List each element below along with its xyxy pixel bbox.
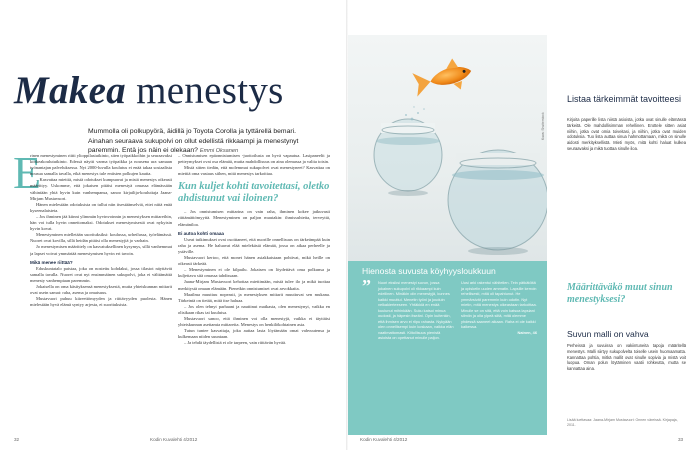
headline-italic: Makea (14, 69, 126, 112)
reading-credit: Lisää luettavaa: Jaana-Mirjam Mustavuori: Onnen väreissä. Kirjapaja, 2011. (567, 418, 678, 427)
column-text-2-body: Perheissä ja suvuissa on vakiintuneita tapoja määritellä menestys. Malli siirtyy sukupolvelta toiselle usein huomaamatta. Kannattaa pohtia, mitkä mallit ovat sinulle sopivia ja mistä voit luopua. Oman polun löytäminen vaatii rohkeutta, mutta se kannattaa aina. (567, 343, 686, 372)
subheading: Mikä menee riittää? (30, 259, 73, 265)
column-title-2: Suvun malli on vahva (567, 329, 649, 339)
photo-credit: Kuva: Shutterstock (541, 112, 545, 140)
body-paragraph: Mistä sitten tiedän, että molemmat sukupolvet ovat menestyneet? Kasvattaa on miettiä oma vastaus siihen, mitä menestys tarkoittaa. (178, 165, 330, 177)
sidebar-text-1: Nuori eksiksi menestyi suvun, jossa jokainen sukupolvi oli rikkaampi kuin edellinen. Minäkin olin menestyjä, kunnes kaikki muuttui. Menetin työni ja jouduin velkakierteeseen. Yhtäkkiä en enää kuulunut mihinkään. Suku katsoi minua oudosti, ja häpesin itseäni. Opin kuitenkin, että ihmisen arvo ei riipu rahasta. Nykyään olen onnellisempi kuin koskaan, vaikka elän vaatimattomasti. Kiitollisuus pienistä asioista on opettanut minulle paljon. (378, 280, 454, 340)
column-text-1-body: Kirjoita paperille lista niistä asioista, jotka ovat sinulle elämässä tärkeitä. Ole mahdollisimman rehellinen. Erottele sitten asiat niihin, jotka ovat omia toiveitasi, ja niihin, jotka ovat muiden odotuksia. Tuo lista auttaa sinua hahmottamaan, mikä on sinulle aidosti merkityksellistä. Mieti myös, mitä kohti haluat kulkea seuraavaksi ja mikä tuottaa sinulle iloa. (567, 117, 686, 151)
body-column-1 (30, 153, 172, 431)
subheading: Ei autoa kohti omaaa (178, 230, 224, 236)
sidebar-signature: Nainen, 46 (517, 329, 537, 335)
byline: Emmi Oksanen (199, 148, 239, 155)
body-paragraph: – Ja tehdä täydellistä ei ole tarpeen, vain riittävän hyvää. (184, 340, 287, 346)
body-paragraph: – Menestyminen ei ole kilpailu. Jokaisen on löydettävä oma polkunsa ja kuljettava sitä omassa tahdissaan. (178, 267, 330, 279)
lead-text: Mummolla oli polkupyörä, äidillä jo Toyota Corolla ja tyttärellä bemari. Ainahan seuraava sukupolvi on ollut edellistä rikkaampi ja menestynyt paremmin. Entä jos näin ei olekaan? (88, 128, 299, 155)
body-paragraph: Jaana-Mirjam Mustavuori kehottaa miettimään, mistä tulee ilo ja mikä tuottaa merkitystä omaan elämään. Pienetkin onnistumiset ovat arvokkaita. (178, 279, 330, 291)
headline-regular: menestys (136, 69, 284, 112)
body-paragraph: – Kasvattaa miettiä, mistä odotukset kumpuavat ja mistä menestys oikeasti määrittyy. Uskomme, että jokaisen pitäisi menestyä omassa elämässään vähintään yhtä hyvin kuin vanhempansa, sanoo kirjailija-kouluttaja Jaana-Mirjam Mustavuori. (30, 177, 172, 201)
body-paragraph: – Jos ihminen jää kiinni ylimmän hyvinvoinnin ja menestyksen mittareihin, hän voi tulla hyvin onnettomaksi. Odotukset menestymisestä ovat nykyisin hyvin kovat. (30, 213, 172, 232)
body-paragraph: – Jos olen tehnyt parhaani ja nauttinut matkasta, olen menestynyt, vaikka en olisikaan rikas tai kuuluisa. (178, 303, 330, 315)
body-paragraph: Maailma muuttuu nopeasti, ja menestyksen mittarit muuttuvat sen mukana. Tärkeintä on tietää, mitä itse haluaa. (178, 291, 330, 303)
body-column-2 (178, 153, 330, 431)
column-text-2 (567, 343, 686, 372)
body-paragraph: rinen menestyminen riitti ylioppilastutkinto, siten työpaikkoihin ja seuraavaksi korkeakoulututkinto. Edessä näytti varma työpaikka ja nousева ura samaan työnantajan palveluksessa. Nyt 2000-luvulla koulutus ei enää takaa sosiaalista nousua samalla tavalla, eikä menestys tule entisten polkujen kautta. (30, 153, 172, 177)
folio-left: 32 (14, 437, 20, 442)
right-pullquote: Määrittäväkö muut sinun menestyksesi? (567, 282, 673, 305)
goldfish-photo (348, 35, 547, 261)
folio-right: 33 (678, 437, 684, 442)
body-paragraph: Mustavuori sanoo, että ihminen voi olla menestyjä, vaikka ei täyttäisi yhteiskunnan asettamia mittareita. Menestys on henkilökohtainen asia. (178, 315, 330, 328)
body-paragraph: Eduskuntatalo paistaa, joka on nostettu kohdaksi, jossa tilastot näyttävät samalla tavalla. Nuoret ovat nyt ensimmäinen sukupolvi, joka ei välttämättä menesty vanhempiaan paremmin. (30, 265, 172, 283)
sidebar-box (348, 261, 547, 435)
column-text-1 (567, 117, 686, 152)
sidebar-column-1 (378, 280, 454, 341)
article-headline (14, 68, 284, 113)
body-paragraph: – Onnistumisen epäonnistumisen -juottoilusta on hyvä vapautua. Lasipaneelit ja petteymykset ovat osa elämää, mutta mahdollisuus on aina olemassa ja valita toisin. (178, 153, 330, 165)
body-paragraph: Useat tutkimukset ovat osoittaneet, että nuorille onnellisuus on tärkeämpää kuin raha ja asema. He haluavat elää mielekästä elämää, jossa on aikaa perheelle ja ystäville. (178, 236, 330, 254)
body-paragraph: Jo menestymisen määrittely on kasvatuksellinen kysymys, sillä vanhemmat ja lapset voivat ymmärtää menestymisen hyvin eri tavoin. (30, 244, 172, 256)
pull-quote: Kun kuljet kohti tavoitettasi, oletko ahdistunut vai iloinen? (178, 181, 330, 205)
body-paragraph: Jokaisella on oma käsityksensä menestyksestä, mutta yhteiskunnan mittarit ovat usein samat: raha, asema ja omaisuus. (30, 283, 172, 296)
body-paragraph: Tutun tuntee kasvattaja, joka auttaa lasta löytämään omat vahvuutensa ja kulkemaan niiden suuntaan. (178, 328, 330, 340)
goldfish-illustration (348, 35, 547, 261)
quote-mark-icon: ” (362, 276, 371, 296)
body-paragraph: Menestyminen mielletään suorituksiksi: koulussa, urheilussa, työelämässä. Nuoret ovat kovilla, sillä heidän pitäisi olla menestyjiä jo varhain. (30, 232, 172, 244)
sidebar-column-2 (461, 280, 537, 335)
body-paragraph: Mustavuori puhuu kiireettömyyden ja riittävyyden puolesta. Hänen mielestään hyvä elämä syntyy arjesta, ei suorituksista. (30, 296, 172, 308)
folio-left-magazine: Kodin Kuvalehti 4/2012 (150, 437, 198, 442)
folio-right-magazine: Kodin Kuvalehti 4/2012 (360, 437, 408, 442)
body-paragraph: Hänen mielestään odotuksista on tullut niin itsestäänselviä, ettei niitä enää kyseenalaisteta. (30, 201, 172, 213)
column-title-1: Listaa tärkeimmät tavoitteesi (567, 94, 682, 104)
body-paragraph: – Jos onnistumisen mittarina on vain raha, ihminen kokee jatkuvasti riittämättömyyttä. Menestyminen on paljon muutakin: ihmissuhteita, terveyttä, elämäniloa. (178, 209, 330, 227)
sidebar-title: Hienosta suvusta köyhyysloukkuun (362, 266, 496, 276)
left-page (0, 0, 347, 450)
body-paragraph: Mustavuori kertoo, että monet hänen asiakkaistaan pohtivat, mikä heille on oikeasti tärkeää. (178, 255, 330, 267)
sidebar-text-2: Uusi arki rakentui vähitellen. Tein pätkätöitä ja opiskelin uuden ammatin. Lapsille kerroin rehellisesti, mitä oli tapahtunut. He ymmärsivät paremmin kuin odotin. Nyt mietin, mitä menestys oikeastaan tarkoittaa. Minulle se on sitä, että voin katsoa lapsiani silmiin ja olla ylpeä siitä, mitä olemme yhdessä saaneet aikaan. Raha ei ole kaikki kaikessa. (461, 280, 537, 329)
drop-cap: E (13, 147, 42, 198)
